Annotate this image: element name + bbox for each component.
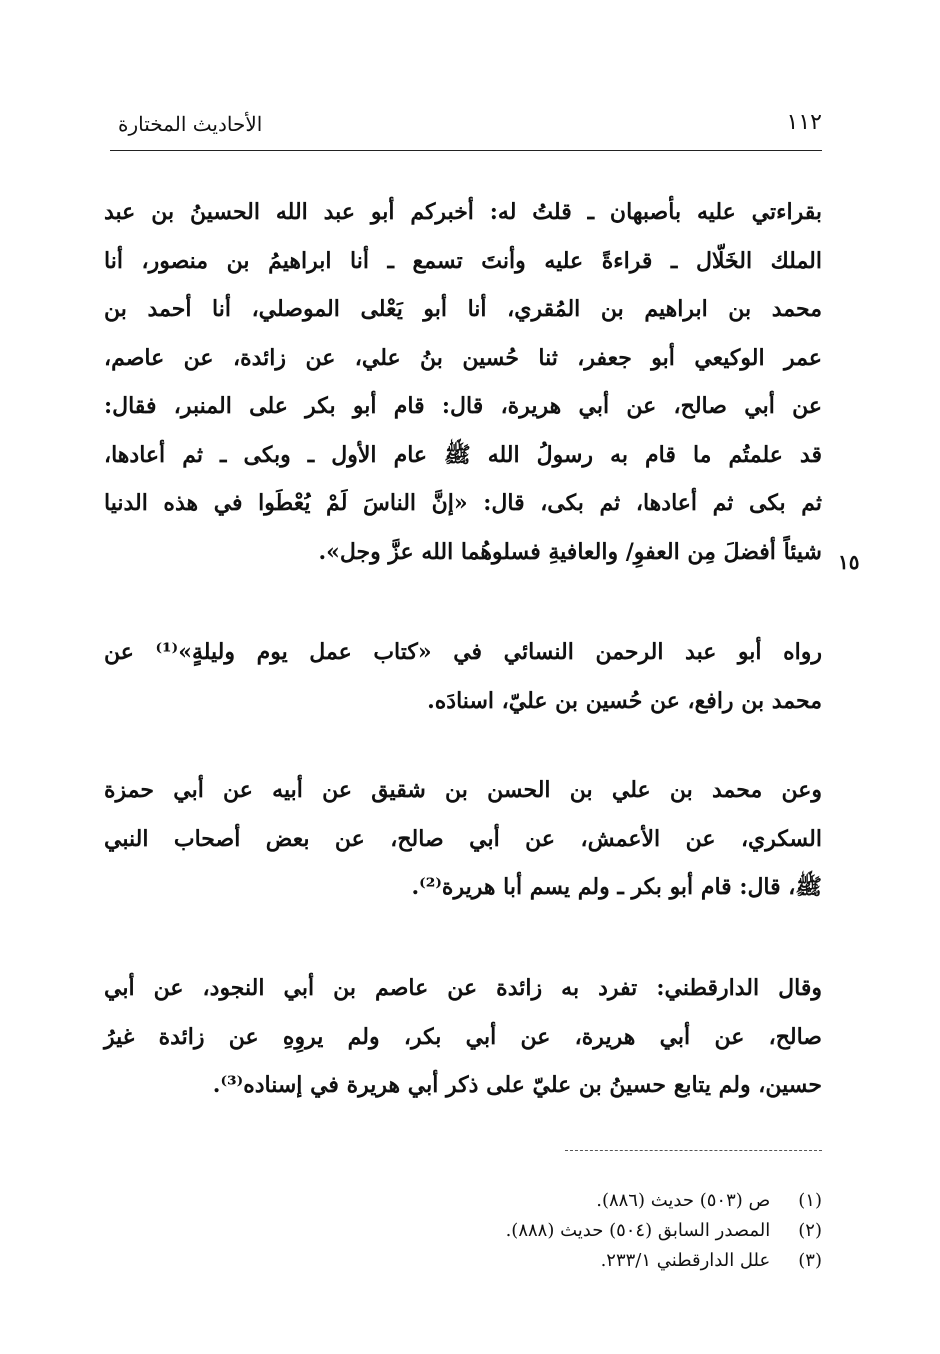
text-line: رواه أبو عبد الرحمن النسائي في «كتاب عمل يوم وليلةٍ»⁽¹⁾ عن: [104, 639, 822, 665]
text-line: عمر الوكيعي أبو جعفر، ثنا حُسين بنُ علي، عن زائدة، عن عاصم،: [104, 344, 822, 371]
text-line: محمد بن ابراهيم بن المُقري، أنا أبو يَعْلى الموصلي، أنا أحمد بن: [104, 296, 822, 322]
footnote-text: المصدر السابق (٥٠٤) حديث (٨٨٨).: [505, 1220, 771, 1241]
text-line: وعن محمد بن علي بن الحسن بن شقيق عن أبيه عن أبي حمزة: [104, 777, 822, 803]
footnote-divider: [565, 1150, 822, 1151]
text-line: السكري، عن الأعمش، عن أبي صالح، عن بعض أصحاب النبي: [104, 825, 822, 852]
page-number: ١١٢: [786, 110, 822, 135]
text-line: الملك الخَلّال ـ قراءةً عليه وأنتَ تسمع ـ أنا ابراهيمُ بن منصور، أنا: [104, 247, 822, 274]
footnote-marker: (١): [798, 1190, 822, 1211]
text-line: قد علمتُم ما قام به رسولُ الله ﷺ عام الأول ـ وبكى ـ ثم أعادها،: [104, 441, 822, 468]
footnote-text: ص (٥٠٣) حديث (٨٨٦).: [596, 1190, 771, 1211]
footnote-text: علل الدارقطني ٢٣٣/١.: [600, 1250, 771, 1271]
text-line: عن أبي صالح، عن أبي هريرة، قال: قام أبو بكر على المنبر، فقال:: [104, 393, 822, 419]
paragraph-shaqiq: [104, 766, 822, 912]
footnote: [330, 1216, 822, 1246]
header-divider: [110, 150, 822, 151]
running-head: [118, 110, 822, 140]
margin-line-number: ١٥: [838, 550, 860, 574]
footnotes: [330, 1186, 822, 1276]
text-line: حسين، ولم يتابع حسينُ بن عليّ على ذكر أبي هريرة في إسناده⁽³⁾.: [212, 1072, 822, 1098]
text-line: وقال الدارقطني: تفرد به زائدة عن عاصم بن أبي النجود، عن أبي: [104, 975, 822, 1001]
text-line: شيئاً أفضلَ مِن العفوِ/ والعافيةِ فسلوهُما الله عزَّ وجل».: [318, 538, 822, 565]
paragraph-nasai: [104, 628, 822, 725]
book-title: الأحاديث المختارة: [118, 112, 263, 136]
footnote-marker: (٢): [798, 1220, 822, 1241]
text-line: ثم بكى ثم أعادها، ثم بكى، قال: «إنَّ الناسَ لَمْ يُعْطَوا في هذه الدنيا: [104, 490, 822, 516]
paragraph-isnad: [104, 188, 822, 576]
paragraph-daraqutni: [104, 964, 822, 1110]
footnote: [330, 1186, 822, 1216]
footnote-marker: (٣): [798, 1250, 822, 1271]
footnote: [330, 1246, 822, 1276]
text-line: محمد بن رافع، عن حُسين بن عليّ، اسنادَه.: [427, 687, 822, 714]
text-line: ﷺ، قال: قام أبو بكر ـ ولم يسم أبا هريرة⁽²⁾.: [411, 874, 822, 900]
text-line: بقراءتي عليه بأصبهان ـ قلتُ له: أخبركم أبو عبد الله الحسينُ بن عبد: [104, 199, 822, 225]
text-line: صالح، عن أبي هريرة، عن أبي بكر، ولم يروِهِ عن زائدة غيرُ: [104, 1023, 822, 1050]
